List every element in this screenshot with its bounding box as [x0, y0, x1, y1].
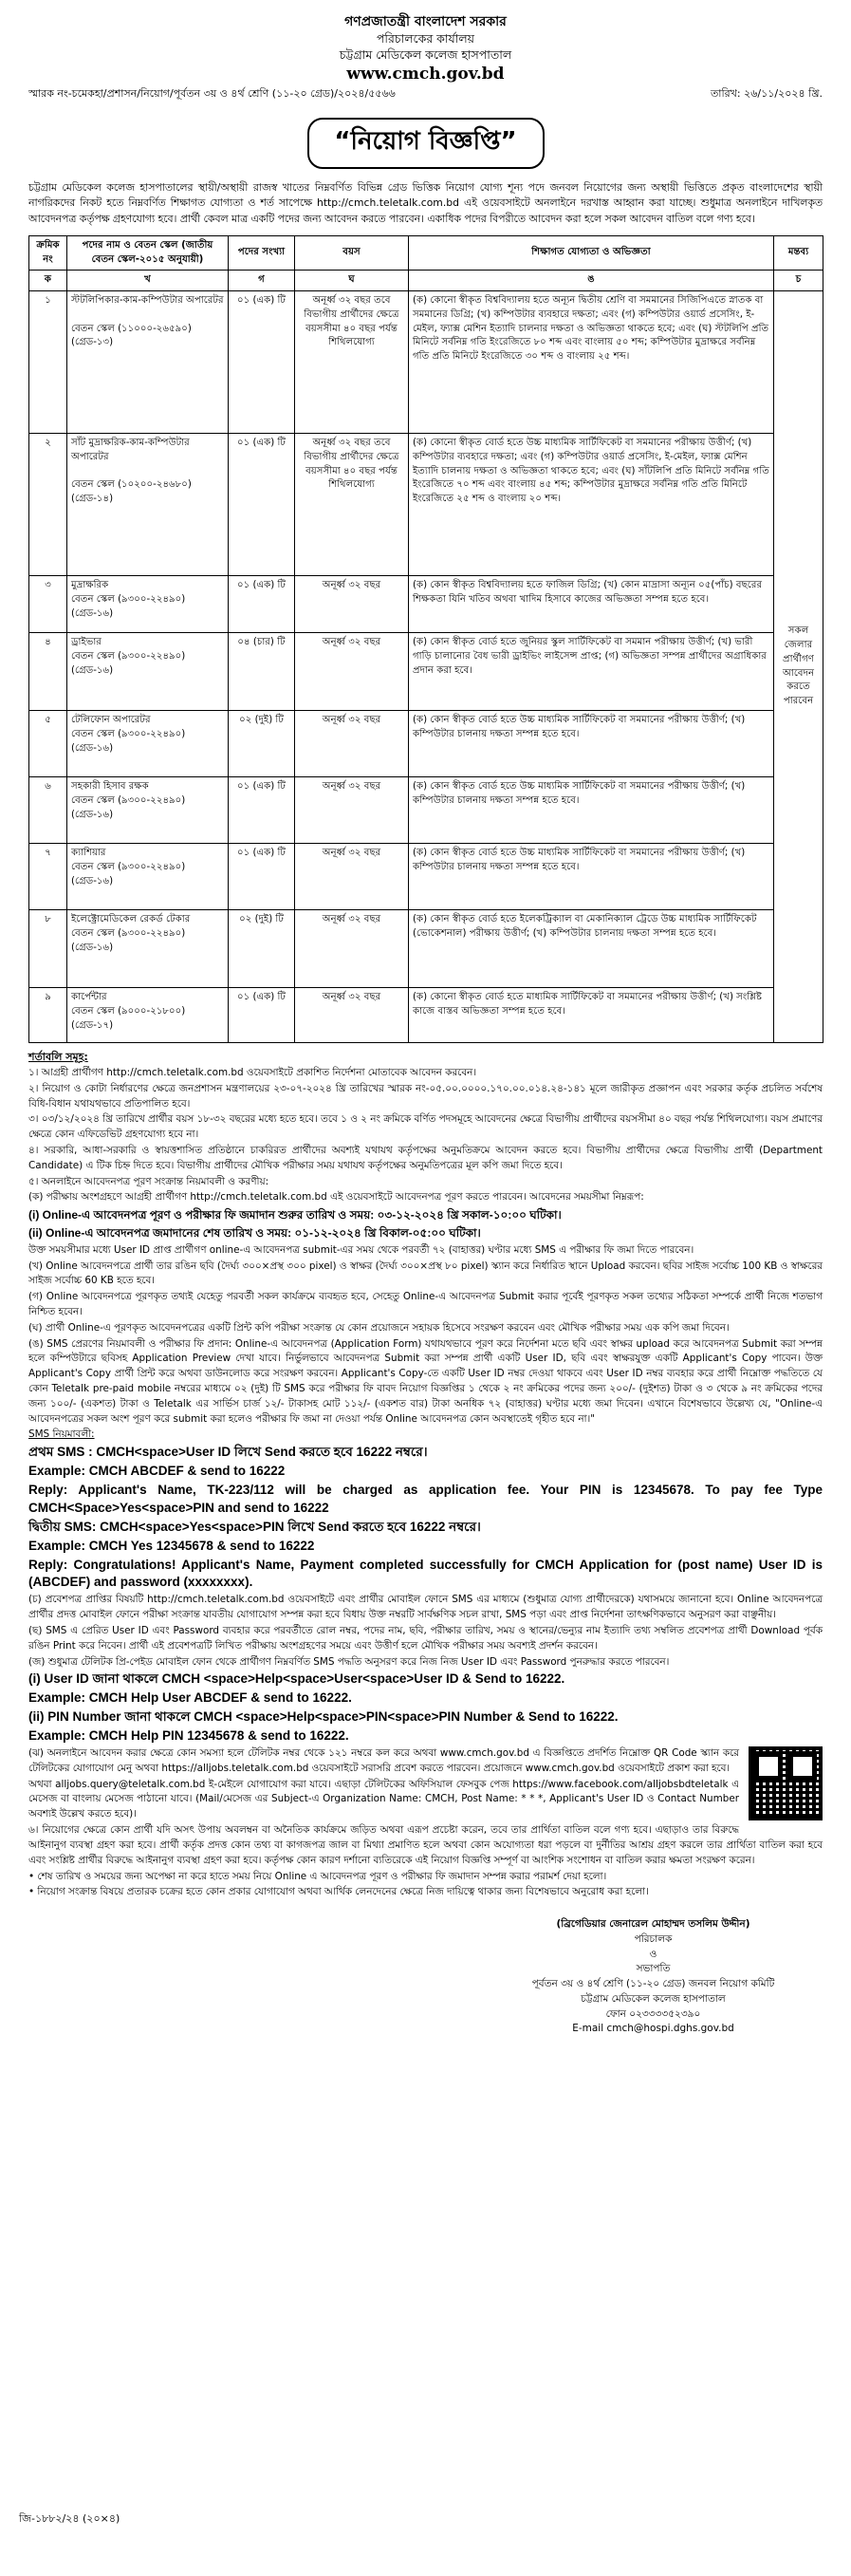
signatory-line: সভাপতি	[636, 1963, 671, 1975]
term-sub: (খ) Online আবেদনপত্রে প্রার্থী তার রঙিন ছবি (দৈর্ঘ্য ৩০০×প্রস্থ ৩০০ pixel) ও স্বাক্ষর (দৈর্ঘ্য ৩০০×প্রস্থ ৮০ pixel) স্ক্যান করে নির্ধারিত স্থানে Upload করবেন। ছবির সাইজ সর্বোচ্চ 100 KB ও স্বাক্ষরের সাইজ সর্বোচ্চ 60 KB হতে হবে।	[28, 1260, 823, 1287]
post-scale: বেতন স্কেল (৯৩০০-২২৪৯০) (গ্রেড-১৬)	[71, 650, 186, 676]
row-count: ০২ (দুই) টি	[229, 910, 295, 988]
row-post	[67, 576, 229, 633]
term-extra: (ঝ) অনলাইনে আবেদন করার ক্ষেত্রে কোন সমস্যা হলে টেলিটক নম্বর থেকে ১২১ নম্বরে কল করে অথবা www.cmch.gov.bd এ বিজ্ঞপ্তিতে প্রদর্শিত নিম্নোক্ত QR Code স্ক্যান করে টেলিটকের যোগাযোগ মেনু অথবা https://alljobs.teletalk.com.bd ওয়েবসাইটে সরাসরি প্রবেশ করতে পারবেন। প্রয়োজনে www.cmch.gov.bd ওয়েবসাইটে প্রকাশ করা হবে।	[28, 1747, 739, 1774]
memo-date: তারিখ: ২৬/১১/২০২৪ খ্রি.	[711, 86, 823, 100]
row-qualification: (ক) কোন স্বীকৃত বোর্ড হতে ইলেকট্রিক্যাল বা মেকানিক্যাল ট্রেডে উচ্চ মাধ্যমিক সার্টিফিকেট (ভোকেশনাল) পরীক্ষায় উত্তীর্ণ; (খ) কম্পিউটার চালনায় দক্ষতা সম্পন্ন হতে হবে।	[409, 910, 774, 988]
term-extra: (ছ) SMS এ প্রেরিত User ID এবং Password ব্যবহার করে পরবর্তীতে রোল নম্বর, পদের নাম, ছবি, পরীক্ষার তারিখ, সময় ও স্থানের/ভেন্যুর নাম ইত্যাদি তথ্য সম্বলিত প্রবেশপত্র প্রার্থী Download পূর্বক রঙিন Print করে নিবেন। প্রার্থী এই প্রবেশপত্রটি লিখিত পরীক্ষায় অংশগ্রহণের সময়ে এবং উত্তীর্ণ হলে মৌখিক পরীক্ষার সময় অবশ্যই প্রদর্শন করবেন।	[28, 1625, 823, 1652]
row-qualification: (ক) কোনো স্বীকৃত বোর্ড হতে মাধ্যমিক সার্টিফিকেট বা সমমানের পরীক্ষায় উত্তীর্ণ; (খ) সংশ্লিষ্ট কাজে বাস্তব অভিজ্ঞতা সম্পন্ন হতে হবে।	[409, 988, 774, 1043]
row-age: অনূর্ধ্ব ৩২ বছর	[295, 777, 409, 844]
row-post	[67, 844, 229, 910]
term-extra: • শেষ তারিখ ও সময়ের জন্য অপেক্ষা না করে হাতে সময় নিয়ে Online এ আবেদনপত্র পূরণ ও পরীক্ষার ফি জমাদান সম্পন্ন করার পরামর্শ দেয়া হলো।	[28, 1870, 607, 1882]
letter-cell: খ	[67, 271, 229, 291]
row-post	[67, 711, 229, 777]
sms-line: Reply: Applicant's Name, TK-223/112 will be charged as application fee. Your PIN is 12345678. To pay fee Type CMCH<Space>Yes<space>PIN and send to 16222	[28, 1483, 823, 1515]
row-age: অনূর্ধ্ব ৩২ বছর	[295, 711, 409, 777]
sms-line: Example: CMCH ABCDEF & send to 16222	[28, 1464, 286, 1479]
table-row	[29, 777, 823, 844]
table-header-row	[29, 235, 823, 271]
post-name: সহকারী হিসাব রক্ষক	[71, 781, 149, 793]
post-scale: বেতন স্কেল (৯৩০০-২২৪৯০) (গ্রেড-১৬)	[71, 861, 186, 887]
col-serial: ক্রমিক নং	[29, 235, 67, 271]
post-name: ক্যাশিয়ার	[71, 848, 106, 859]
row-count: ০১ (এক) টি	[229, 576, 295, 633]
table-letter-row	[29, 271, 823, 291]
row-serial: ৭	[29, 844, 67, 910]
row-count: ০১ (এক) টি	[229, 988, 295, 1043]
term-extra: ৬। নিয়োগের ক্ষেত্রে কোন প্রার্থী যদি অসৎ উপায় অবলম্বন বা অনৈতিক কার্যক্রমে জড়িত অথবা এরূপ প্রচেষ্টা করেন, তবে তার প্রার্থিতা বাতিল বলে গণ্য হবে। এছাড়াও তার বিরুদ্ধে আইনানুগ ব্যবস্থা গ্রহণ করা হবে। প্রার্থী কর্তৃক প্রদত্ত কোন তথ্য বা কাগজপত্র জাল বা মিথ্যা প্রমাণিত হলে অথবা কোন অযোগ্যতা ধরা পড়লে বা দুর্নীতির আশ্রয় গ্রহণ করলে তার প্রার্থিতা বাতিল করা হবে এবং সংশ্লিষ্ট প্রার্থীর বিরুদ্ধে আইনানুগ ব্যবস্থা গ্রহণ করা হবে। কর্তৃপক্ষ কোন কারণ দর্শানো ব্যতিরেকে এই নিয়োগ বিজ্ঞপ্তি সম্পূর্ণ বা আংশিক সংশোধন বা বাতিল করার ক্ষমতা সংরক্ষণ করেন।	[28, 1824, 823, 1866]
row-post	[67, 291, 229, 434]
row-qualification: (ক) কোন স্বীকৃত বিশ্ববিদ্যালয় হতে ফাজিল ডিগ্রি; (খ) কোন মাদ্রাসা অন্যূন ০৫(পাঁচ) বছরের শিক্ষকতা যিনি খতিব অথবা খাদিম হিসাবে কাজের অভিজ্ঞতা সম্পন্ন হতে হবে।	[409, 576, 774, 633]
website-link[interactable]: www.cmch.gov.bd	[346, 64, 505, 84]
row-post	[67, 777, 229, 844]
letter-cell: ঙ	[409, 271, 774, 291]
row-count: ০১ (এক) টি	[229, 844, 295, 910]
post-scale: বেতন স্কেল (৯০০০-২১৮০০) (গ্রেড-১৭)	[71, 1005, 186, 1031]
sms-heading: SMS নিয়মাবলী:	[28, 1428, 95, 1441]
row-age: অনূর্ধ্ব ৩২ বছর	[295, 844, 409, 910]
row-serial: ১	[29, 291, 67, 434]
col-age: বয়স	[295, 235, 409, 271]
term-extra: (চ) প্রবেশপত্র প্রাপ্তির বিষয়টি http://cmch.teletalk.com.bd ওয়েবসাইটে এবং প্রার্থীর মোবাইল ফোনে SMS এর মাধ্যমে (শুধুমাত্র যোগ্য প্রার্থীদেরকে) যথাসময়ে জানানো হবে। Online আবেদনপত্রে প্রার্থীর প্রদত্ত মোবাইল ফোনে পরীক্ষা সংক্রান্ত যাবতীয় যোগাযোগ সম্পন্ন করা হবে বিধায় উক্ত নম্বরটি সার্বক্ষণিক সচল রাখা, SMS পড়া এবং প্রাপ্ত নির্দেশনা তাৎক্ষণিকভাবে অনুসরণ করা বাঞ্ছনীয়।	[28, 1594, 823, 1621]
hospital-name: চট্টগ্রাম মেডিকেল কলেজ হাসপাতাল	[339, 47, 512, 62]
term-sub: (ঙ) SMS প্রেরণের নিয়মাবলী ও পরীক্ষার ফি প্রদান: Online-এ আবেদনপত্র (Application Form) যথাযথভাবে পূরণ করে নির্দেশনা মতে ছবি এবং স্বাক্ষর upload করে আবেদনপত্র Submit করা সম্পন্ন হলে কম্পিউটারে ছবিসহ Application Preview দেখা যাবে। নির্ভুলভাবে আবেদনপত্র Submit করা সম্পন্ন প্রার্থী একটি User ID, ছবি এবং স্বাক্ষরযুক্ত একটি Applicant's Copy পাবেন। উক্ত Applicant's Copy প্রার্থী প্রিন্ট করে অথবা ডাউনলোড করে সংরক্ষণ করবেন। Applicant's Copy-তে একটি User ID নম্বর দেওয়া থাকবে এবং User ID নম্বর ব্যবহার করে প্রার্থী নিম্নোক্ত পদ্ধতিতে যে কোন Teletalk pre-paid mobile নম্বরের মাধ্যমে ০২ (দুই) টি SMS করে পরীক্ষার ফি বাবদ নিয়োগ বিজ্ঞপ্তির ১ থেকে ২ নং ক্রমিকের পদের জন্য ২০০/- (দুইশত) টাকা ও ৩ থেকে ৯ নং ক্রমিকের পদের জন্য ১০০/- (একশত) টাকা ও Teletalk এর সার্ভিস চার্জ ১২/- টাকাসহ মোট ১১২/- (একশত বার) টাকা অনধিক ৭২ (বাহাত্তর) ঘণ্টার মধ্যে জমা দিবেন। এখানে বিশেষভাবে উল্লেখ্য যে, "Online-এ আবেদনপত্রের সকল অংশ পূরণ করে submit করা হলেও পরীক্ষার ফি জমা না দেওয়া পর্যন্ত Online আবেদনপত্র কোন অবস্থাতেই গৃহীত হবে না।"	[28, 1337, 823, 1425]
post-name: মুদ্রাক্ষরিক	[71, 580, 109, 591]
row-serial: ৮	[29, 910, 67, 988]
sms-line: প্রথম SMS : CMCH<space>User ID লিখে Send করতে হবে 16222 নম্বরে।	[28, 1445, 428, 1460]
row-qualification: (ক) কোনো স্বীকৃত বোর্ড হতে উচ্চ মাধ্যমিক সার্টিফিকেট বা সমমানের পরীক্ষায় উত্তীর্ণ; (খ) কম্পিউটার ব্যবহারে দক্ষতা; এবং (গ) কম্পিউটার ওয়ার্ড প্রসেসিং, ই-মেইল, ফ্যাক্স মেশিন ইত্যাদি চালনায় দক্ষতা ও অভিজ্ঞতা থাকতে হবে; এবং (ঘ) সাঁটলিপি প্রতি মিনিটে সর্বনিম্ন গতি ইংরেজিতে ৭০ শব্দ এবং বাংলায় ৪৫ শব্দ; কম্পিউটার মুদ্রাক্ষরে সর্বনিম্ন গতি প্রতি মিনিটে ইংরেজিতে ২৫ শব্দ ও বাংলায় ২০ শব্দ।	[409, 434, 774, 576]
term-sub: (i) Online-এ আবেদনপত্র পূরণ ও পরীক্ষার ফি জমাদান শুরুর তারিখ ও সময়: ০৩-১২-২০২৪ খ্রি সকাল-১০:০০ ঘটিকা।	[28, 1208, 562, 1223]
post-scale: বেতন স্কেল (৯৩০০-২২৪৯০) (গ্রেড-১৬)	[71, 593, 186, 619]
signatory-email[interactable]: E-mail cmch@hospi.dghs.gov.bd	[572, 2023, 734, 2035]
row-serial: ৫	[29, 711, 67, 777]
post-scale: বেতন স্কেল (১১০০০-২৬৫৯০) (গ্রেড-১৩)	[71, 323, 192, 348]
post-scale: বেতন স্কেল (৯৩০০-২২৪৯০) (গ্রেড-১৬)	[71, 794, 186, 820]
row-post	[67, 910, 229, 988]
terms-body	[28, 1066, 823, 1900]
row-count: ০৪ (চার) টি	[229, 633, 295, 711]
row-count: ০১ (এক) টি	[229, 777, 295, 844]
signature-block	[484, 1917, 823, 2037]
term-item: ১। আগ্রহী প্রার্থীগণ http://cmch.teletalk.com.bd ওয়েবসাইটে প্রকাশিত নির্দেশনা মোতাবেক আবেদন করবেন।	[28, 1066, 477, 1078]
row-post	[67, 434, 229, 576]
signatory-line: ও	[649, 1948, 657, 1960]
post-name: ইলেক্ট্রোমেডিকেল রেকর্ড টেকার	[71, 914, 191, 925]
row-count: ০১ (এক) টি	[229, 291, 295, 434]
table-row	[29, 711, 823, 777]
post-scale: বেতন স্কেল (৯৩০০-২২৪৯০) (গ্রেড-১৬)	[71, 728, 186, 754]
term-extra: অথবা alljobs.query@teletalk.com.bd ই-মেইলে যোগাযোগ করা যাবে। এছাড়া টেলিটকের অফিসিয়াল ফেসবুক পেজ https://www.facebook.com/alljobsbdteletalk এ মেসেজ বা বাংলায় মেসেজ পাঠানো যাবে। (Mail/মেসেজ এর Subject-এ Organization Name: CMCH, Post Name: * * *, Applicant's User ID ও Contact Number অবশ্যই উল্লেখ করতে হবে)।	[28, 1778, 739, 1820]
term-sub: (ঘ) প্রার্থী Online-এ পূরণকৃত আবেদনপত্রের একটি প্রিন্ট কপি পরীক্ষা সংক্রান্ত যে কোন প্রয়োজনে সহায়ক হিসেবে সংরক্ষণ করবেন এবং মৌখিক পরীক্ষার সময় এক কপি জমা দিবেন।	[28, 1321, 730, 1334]
print-code: জি-১৮৮২/২৪ (২০×৪)	[19, 2512, 120, 2526]
letter-cell: চ	[774, 271, 823, 291]
row-age: অনূর্ধ্ব ৩২ বছর তবে বিভাগীয় প্রার্থীদের ক্ষেত্রে বয়সসীমা ৪০ বছর পর্যন্ত শিথিলযোগ্য	[295, 291, 409, 434]
table-row	[29, 633, 823, 711]
table-row	[29, 291, 823, 434]
post-name: সাঁট মুদ্রাক্ষরিক-কাম-কম্পিউটার অপারেটর	[71, 438, 190, 462]
sms-line: Reply: Congratulations! Applicant's Name, Payment completed successfully for CMCH Application for (post name) User ID is (ABCDEF) and password (xxxxxxxx).	[28, 1557, 823, 1590]
row-qualification: (ক) কোন স্বীকৃত বোর্ড হতে উচ্চ মাধ্যমিক সার্টিফিকেট বা সমমানের পরীক্ষায় উত্তীর্ণ; (খ) কম্পিউটার চালনায় দক্ষতা সম্পন্ন হতে হবে।	[409, 844, 774, 910]
table-row	[29, 988, 823, 1043]
signatory-line: চট্টগ্রাম মেডিকেল কলেজ হাসপাতাল	[581, 1992, 726, 2005]
row-qualification: (ক) কোন স্বীকৃত বোর্ড হতে জুনিয়র স্কুল সার্টিফিকেট বা সমমান পরীক্ষায় উত্তীর্ণ; (খ) ভারী গাড়ি চালানোর বৈধ ভারী ড্রাইভিং লাইসেন্স প্রাপ্ত; (গ) অভিজ্ঞতা সম্পন্ন প্রার্থীদের অগ্রাধিকার প্রদান করা হবে।	[409, 633, 774, 711]
row-age: অনূর্ধ্ব ৩২ বছর	[295, 988, 409, 1043]
signatory-phone: ফোন ০২৩৩৩৩৫২৩৯০	[605, 2007, 701, 2020]
col-remarks: মন্তব্য	[774, 235, 823, 271]
term-item: ৩। ০৩/১২/২০২৪ খ্রি তারিখে প্রার্থীর বয়স ১৮-৩২ বছরের মধ্যে হতে হবে। তবে ১ ও ২ নং ক্রমিকে বর্ণিত পদসমূহে আবেদনের ক্ষেত্রে বিভাগীয় প্রার্থীদের বয়সসীমা ৪০ বছর পর্যন্ত শিথিলযোগ্য। বয়স প্রমাণের ক্ষেত্রে কোন এফিডেভিট গ্রহণযোগ্য হবে না।	[28, 1113, 823, 1141]
notice-title: “নিয়োগ বিজ্ঞপ্তি”	[307, 118, 545, 168]
remarks-cell: সকল জেলার প্রার্থীগণ আবেদন করতে পারবেন	[774, 291, 823, 1043]
row-count: ০২ (দুই) টি	[229, 711, 295, 777]
row-serial: ৪	[29, 633, 67, 711]
term-sub: উক্ত সময়সীমার মধ্যে User ID প্রাপ্ত প্রার্থীগণ online-এ আবেদনপত্র submit-এর সময় থেকে পরবর্তী ৭২ (বাহাত্তর) ঘণ্টার মধ্যে SMS এ পরীক্ষার ফি জমা দিতে পারবেন।	[28, 1243, 694, 1256]
post-name: স্টটলিপিকার-কাম-কম্পিউটার অপারেটর	[71, 295, 224, 307]
post-name: কার্পেন্টার	[71, 992, 107, 1003]
office-name: পরিচালকের কার্যালয়	[376, 30, 475, 46]
row-age: অনূর্ধ্ব ৩২ বছর তবে বিভাগীয় প্রার্থীদের ক্ষেত্রে বয়সসীমা ৪০ বছর পর্যন্ত শিথিলযোগ্য	[295, 434, 409, 576]
table-row	[29, 434, 823, 576]
col-count: পদের সংখ্যা	[229, 235, 295, 271]
terms-heading: শর্তাবলি সমূহ:	[28, 1051, 88, 1064]
col-post: পদের নাম ও বেতন স্কেল (জাতীয় বেতন স্কেল-২০১৫ অনুযায়ী)	[67, 235, 229, 271]
row-serial: ৯	[29, 988, 67, 1043]
post-scale: বেতন স্কেল (১০২০০-২৪৬৮০) (গ্রেড-১৪)	[71, 479, 192, 505]
letter-cell: ক	[29, 271, 67, 291]
row-serial: ২	[29, 434, 67, 576]
post-scale: বেতন স্কেল (৯৩০০-২২৪৯০) (গ্রেড-১৬)	[71, 927, 186, 953]
memo-number: স্মারক নং-চমেকহা/প্রশাসন/নিয়োগ/পূর্বতন ৩য় ও ৪র্থ শ্রেণি (১১-২০ গ্রেড)/২০২৪/৫৫৬৬	[28, 86, 396, 100]
letterhead	[28, 13, 823, 85]
term-extra: • নিয়োগ সংক্রান্ত বিষয়ে প্রতারক চক্রের হতে কোন প্রকার যোগাযোগ অথবা আর্থিক লেনদেনের ক্ষেত্রে নিজ দায়িত্বে থাকার জন্য বিশেষভাবে অনুরোধ করা হলো।	[28, 1886, 649, 1898]
post-name: টেলিফোন অপারেটর	[71, 715, 151, 726]
term-item: ৪। সরকারি, আধা-সরকারি ও স্বায়ত্তশাসিত প্রতিষ্ঠানে চাকরিরত প্রার্থীদের অবশ্যই যথাযথ কর্তৃপক্ষের অনুমতিক্রমে আবেদন করতে হবে। বিভাগীয় প্রার্থীদের ক্ষেত্রে বিভাগীয় প্রার্থী (Department Candidate) এ টিক চিহ্ন দিতে হবে। বিভাগীয় প্রার্থীদের মৌখিক পরীক্ষার সময় যথাযথ কর্তৃপক্ষের অনুমতিপত্রের মূল কপি জমা দিতে হবে।	[28, 1144, 823, 1171]
term-sub: (ক) পরীক্ষায় অংশগ্রহণে আগ্রহী প্রার্থীগণ http://cmch.teletalk.com.bd এই ওয়েবসাইটে আবেদনপত্র পূরণ করতে পারবেন। আবেদনের সময়সীমা নিম্নরূপ:	[28, 1191, 644, 1204]
term-extra: (i) User ID জানা থাকলে CMCH <space>Help<space>User<space>User ID & Send to 16222.	[28, 1671, 565, 1687]
row-age: অনূর্ধ্ব ৩২ বছর	[295, 576, 409, 633]
col-qualification: শিক্ষাগত যোগ্যতা ও অভিজ্ঞতা	[409, 235, 774, 271]
term-sub: (ii) Online-এ আবেদনপত্র জমাদানের শেষ তারিখ ও সময়: ০১-১২-২০২৪ খ্রি বিকাল-০৫:০০ ঘটিকা।	[28, 1226, 481, 1241]
memo-row	[28, 87, 823, 102]
row-count: ০১ (এক) টি	[229, 434, 295, 576]
term-item: ২। নিয়োগ ও কোটা নির্ধারণের ক্ষেত্রে জনপ্রশাসন মন্ত্রণালয়ের ২৩-০৭-২০২৪ খ্রি তারিখের স্মারক নং-০৫.০০.০০০০.১৭০.০০.০১৪.২৪-১৪১ মূলে জারীকৃত প্রজ্ঞাপন এবং সরকার কর্তৃক প্রচলিত সর্বশেষ বিধি-বিধান যথাযথভাবে প্রতিপালিত হবে।	[28, 1082, 823, 1110]
intro-paragraph: চট্টগ্রাম মেডিকেল কলেজ হাসপাতালের স্থায়ী/অস্থায়ী রাজস্ব খাতের নিম্নবর্ণিত বিভিন্ন গ্রেড ভিত্তিক নিয়োগ যোগ্য শূন্য পদে জনবল নিয়োগের জন্য অস্থায়ী ভিত্তিতে প্রকৃত বাংলাদেশের স্থায়ী নাগরিকদের নিকট হতে নিম্নবর্ণিত শিক্ষাগত যোগ্যতা ও শর্ত সাপেক্ষে http://cmch.teletalk.com.bd এই ওয়েবসাইটে অনলাইনে দরখাস্ত আহ্বান করা যাচ্ছে। শুধুমাত্র অনলাইনে দাখিলকৃত আবেদনপত্র কর্তৃপক্ষ গ্রহণযোগ্য হবে। প্রার্থী কেবল মাত্র একটি পদের জন্য আবেদন করতে পারবেন। একাধিক পদের বিপরীতে আবেদন করা হলে সকল আবেদন বাতিল বলে গণ্য হবে।	[28, 180, 823, 225]
qr-code-icon[interactable]	[749, 1746, 823, 1820]
term-extra: (ii) PIN Number জানা থাকলে CMCH <space>Help<space>PIN<space>PIN Number & Send to 16222.	[28, 1709, 619, 1725]
row-qualification: (ক) কোনো স্বীকৃত বিশ্ববিদ্যালয় হতে অন্যূন দ্বিতীয় শ্রেণি বা সমমানের সিজিপিএতে স্নাতক বা সমমানের ডিগ্রি; (খ) কম্পিউটার ব্যবহারে দক্ষতা; এবং (গ) কম্পিউটার ওয়ার্ড প্রসেসিং, ই-মেইল, ফ্যাক্স মেশিন ইত্যাদি চালনার দক্ষতা ও অভিজ্ঞতা থাকতে হবে; এবং (ঘ) স্টটলিপি প্রতি মিনিটে সর্বনিম্ন গতি ইংরেজিতে ৮০ শব্দ এবং বাংলায় ৫০ শব্দ; কম্পিউটার মুদ্রাক্ষরে সর্বনিম্ন গতি প্রতি মিনিটে ইংরেজিতে ৩০ শব্দ ও বাংলায় ২৫ শব্দ।	[409, 291, 774, 434]
letter-cell: ঘ	[295, 271, 409, 291]
row-age: অনূর্ধ্ব ৩২ বছর	[295, 633, 409, 711]
term-sub: (গ) Online আবেদনপত্রে পূরণকৃত তথ্যই যেহেতু পরবর্তী সকল কার্যক্রমে ব্যবহৃত হবে, সেহেতু Online-এ আবেদনপত্র Submit করার পূর্বেই পূরণকৃত সকল তথ্যের সঠিকতা সম্পর্কে প্রার্থী নিজে শতভাগ নিশ্চিত হবেন।	[28, 1291, 823, 1317]
sms-line: Example: CMCH Yes 12345678 & send to 16222	[28, 1538, 315, 1553]
govt-name: গণপ্রজাতন্ত্রী বাংলাদেশ সরকার	[344, 14, 507, 29]
row-post	[67, 633, 229, 711]
term-item: ৫। অনলাইনে আবেদনপত্র পূরণ সংক্রান্ত নিয়মাবলী ও করণীয়:	[28, 1175, 269, 1187]
term-extra: Example: CMCH Help User ABCDEF & send to 16222.	[28, 1690, 352, 1706]
row-post	[67, 988, 229, 1043]
sms-line: দ্বিতীয় SMS: CMCH<space>Yes<space>PIN লিখে Send করতে হবে 16222 নম্বরে।	[28, 1519, 481, 1534]
term-extra: Example: CMCH Help PIN 12345678 & send to 16222.	[28, 1728, 349, 1744]
table-row	[29, 576, 823, 633]
term-extra: (জ) শুধুমাত্র টেলিটক প্রি-পেইড মোবাইল ফোন থেকে প্রার্থীগণ নিম্নবর্ণিত SMS পদ্ধতি অনুসরণ করে নিজ নিজ User ID এবং Password পুনরুদ্ধার করতে পারবেন।	[28, 1655, 670, 1668]
row-qualification: (ক) কোন স্বীকৃত বোর্ড হতে উচ্চ মাধ্যমিক সার্টিফিকেট বা সমমানের পরীক্ষায় উত্তীর্ণ; (খ) কম্পিউটার চালনায় দক্ষতা সম্পন্ন হতে হবে।	[409, 711, 774, 777]
row-serial: ৩	[29, 576, 67, 633]
letter-cell: গ	[229, 271, 295, 291]
row-qualification: (ক) কোন স্বীকৃত বোর্ড হতে উচ্চ মাধ্যমিক সার্টিফিকেট বা সমমানের পরীক্ষায় উত্তীর্ণ; (খ) কম্পিউটার চালনায় দক্ষতা সম্পন্ন হতে হবে।	[409, 777, 774, 844]
signatory-line: পূর্বতন ৩য় ও ৪র্থ শ্রেণি (১১-২০ গ্রেড) জনবল নিয়োগ কমিটি	[531, 1978, 775, 1990]
table-row	[29, 910, 823, 988]
post-name: ড্রাইভার	[71, 637, 102, 648]
signatory-line: পরিচালক	[634, 1932, 673, 1945]
row-serial: ৬	[29, 777, 67, 844]
table-row	[29, 844, 823, 910]
row-age: অনূর্ধ্ব ৩২ বছর	[295, 910, 409, 988]
posts-table	[28, 235, 823, 1043]
signatory-name: (ব্রিগেডিয়ার জেনারেল মোহাম্মদ তসলিম উদ্দীন)	[556, 1918, 750, 1931]
